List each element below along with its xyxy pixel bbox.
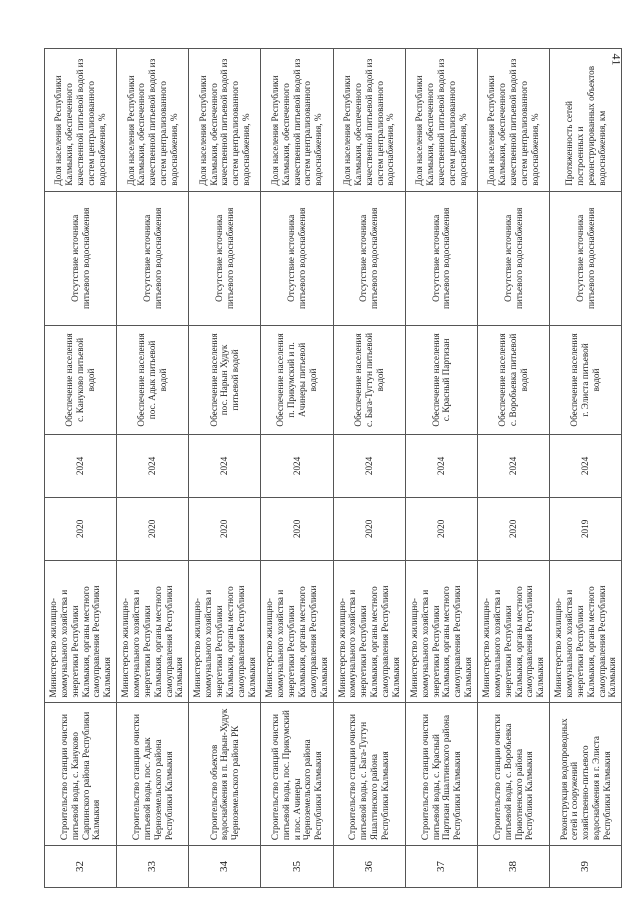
table-row bbox=[261, 49, 333, 888]
result-cell: Обеспечение населения пос. Нарын Худук питьевой водой bbox=[189, 325, 261, 434]
table-row bbox=[45, 49, 117, 888]
project-name-cell: Строительство станции очистки питьевой воды, с. Красный Партизан Яшалтинского района Республики Калмыкия bbox=[405, 703, 477, 846]
problem-cell: Отсутствие источника питьевого водоснабжения bbox=[405, 191, 477, 325]
indicator-cell: Доля населения Республики Калмыкия, обеспеченного качественной питьевой водой из систем централизованного водоснабжения, % bbox=[477, 49, 549, 192]
start-year-cell: 2020 bbox=[405, 497, 477, 560]
indicator-cell: Доля населения Республики Калмыкия, обеспеченного качественной питьевой водой из систем централизованного водоснабжения, % bbox=[117, 49, 189, 192]
problem-cell: Отсутствие источника питьевого водоснабжения bbox=[45, 191, 117, 325]
table-row bbox=[189, 49, 261, 888]
start-year-cell: 2019 bbox=[550, 497, 622, 560]
end-year-cell: 2024 bbox=[477, 434, 549, 497]
row-number-cell: 36 bbox=[333, 846, 405, 888]
end-year-cell: 2024 bbox=[189, 434, 261, 497]
executor-cell: Министерство жилищно-коммунального хозяйства и энергетики Республики Калмыкия, органы местного самоуправления Республики Калмыкия bbox=[117, 560, 189, 703]
end-year-cell: 2024 bbox=[333, 434, 405, 497]
row-number-cell: 33 bbox=[117, 846, 189, 888]
result-cell: Обеспечение населения с. Красный Партизан bbox=[405, 325, 477, 434]
end-year-cell: 2024 bbox=[45, 434, 117, 497]
project-name-cell: Строительство станций очистки питьевой воды, пос. Прикумский и пос. Ачинеры Черноземельского района Республики Калмыкия bbox=[261, 703, 333, 846]
indicator-cell: Доля населения Республики Калмыкия, обеспеченного качественной питьевой водой из систем централизованного водоснабжения, % bbox=[261, 49, 333, 192]
project-name-cell: Строительство станции очистки питьевой воды, с. Кануково Сарпинского района Республики Калмыкия bbox=[45, 703, 117, 846]
end-year-cell: 2024 bbox=[261, 434, 333, 497]
result-cell: Обеспечение населения с. Воробьевка питьевой водой bbox=[477, 325, 549, 434]
table-row bbox=[117, 49, 189, 888]
start-year-cell: 2020 bbox=[117, 497, 189, 560]
start-year-cell: 2020 bbox=[477, 497, 549, 560]
project-name-cell: Реконструкция водопроводных сетей и сооружений хозяйственно-питьевого водоснабжения в г. Элиста Республики Калмыкия bbox=[550, 703, 622, 846]
result-cell: Обеспечение населения п. Прикумский и п. Ачинеры питьевой водой bbox=[261, 325, 333, 434]
problem-cell: Отсутствие источника питьевого водоснабжения bbox=[189, 191, 261, 325]
end-year-cell: 2024 bbox=[405, 434, 477, 497]
result-cell: Обеспечение населения с. Кануково питьевой водой bbox=[45, 325, 117, 434]
table-row bbox=[405, 49, 477, 888]
executor-cell: Министерство жилищно-коммунального хозяйства и энергетики Республики Калмыкия, органы местного самоуправления Республики Калмыкия bbox=[477, 560, 549, 703]
row-number-cell: 35 bbox=[261, 846, 333, 888]
result-cell: Обеспечение населения г. Элиста питьевой водой bbox=[550, 325, 622, 434]
problem-cell: Отсутствие источника питьевого водоснабжения bbox=[550, 191, 622, 325]
row-number-cell: 38 bbox=[477, 846, 549, 888]
project-name-cell: Строительство станции очистки питьевой воды, с. Бага-Тугтун Яшалтинского района Республики Калмыкия bbox=[333, 703, 405, 846]
row-number-cell: 37 bbox=[405, 846, 477, 888]
executor-cell: Министерство жилищно-коммунального хозяйства и энергетики Республики Калмыкия, органы местного самоуправления Республики Калмыкия bbox=[45, 560, 117, 703]
result-cell: Обеспечение населения с. Бага-Тугтун питьевой водой bbox=[333, 325, 405, 434]
page-number: 41 bbox=[609, 53, 624, 66]
executor-cell: Министерство жилищно-коммунального хозяйства и энергетики Республики Калмыкия, органы местного самоуправления Республики Калмыкия bbox=[261, 560, 333, 703]
project-name-cell: Строительство объектов водоснабжения в п. Нарын-Худук Черноземельского района РК bbox=[189, 703, 261, 846]
start-year-cell: 2020 bbox=[45, 497, 117, 560]
table-row bbox=[477, 49, 549, 888]
problem-cell: Отсутствие источника питьевого водоснабжения bbox=[477, 191, 549, 325]
indicator-cell: Доля населения Республики Калмыкия, обеспеченного качественной питьевой водой из систем централизованного водоснабжения, % bbox=[333, 49, 405, 192]
table-row bbox=[550, 49, 622, 888]
project-name-cell: Строительство станции очистки питьевой воды, с. Воробьевка Приютненского района Республики Калмыкия bbox=[477, 703, 549, 846]
executor-cell: Министерство жилищно-коммунального хозяйства и энергетики Республики Калмыкия, органы местного самоуправления Республики Калмыкия bbox=[550, 560, 622, 703]
end-year-cell: 2024 bbox=[117, 434, 189, 497]
table-row bbox=[333, 49, 405, 888]
row-number-cell: 32 bbox=[45, 846, 117, 888]
problem-cell: Отсутствие источника питьевого водоснабжения bbox=[261, 191, 333, 325]
table-body bbox=[45, 49, 622, 888]
project-name-cell: Строительство станции очистки питьевой воды, пос. Адык Черноземельского района Республики Калмыкия bbox=[117, 703, 189, 846]
start-year-cell: 2020 bbox=[189, 497, 261, 560]
executor-cell: Министерство жилищно-коммунального хозяйства и энергетики Республики Калмыкия, органы местного самоуправления Республики Калмыкия bbox=[333, 560, 405, 703]
row-number-cell: 34 bbox=[189, 846, 261, 888]
row-number-cell: 39 bbox=[550, 846, 622, 888]
problem-cell: Отсутствие источника питьевого водоснабжения bbox=[333, 191, 405, 325]
indicator-cell: Протяженность сетей построенных и реконструированных объектов водоснабжения, км bbox=[550, 49, 622, 192]
indicator-cell: Доля населения Республики Калмыкия, обеспеченного качественной питьевой водой из систем централизованного водоснабжения, % bbox=[405, 49, 477, 192]
start-year-cell: 2020 bbox=[261, 497, 333, 560]
executor-cell: Министерство жилищно-коммунального хозяйства и энергетики Республики Калмыкия, органы местного самоуправления Республики Калмыкия bbox=[189, 560, 261, 703]
program-table bbox=[44, 48, 622, 888]
start-year-cell: 2020 bbox=[333, 497, 405, 560]
executor-cell: Министерство жилищно-коммунального хозяйства и энергетики Республики Калмыкия, органы местного самоуправления Республики Калмыкия bbox=[405, 560, 477, 703]
end-year-cell: 2024 bbox=[550, 434, 622, 497]
result-cell: Обеспечение населения пос. Адык питьевой водой bbox=[117, 325, 189, 434]
problem-cell: Отсутствие источника питьевого водоснабжения bbox=[117, 191, 189, 325]
indicator-cell: Доля населения Республики Калмыкия, обеспеченного качественной питьевой водой из систем централизованного водоснабжения, % bbox=[45, 49, 117, 192]
indicator-cell: Доля населения Республики Калмыкия, обеспеченного качественной питьевой водой из систем централизованного водоснабжения, % bbox=[189, 49, 261, 192]
